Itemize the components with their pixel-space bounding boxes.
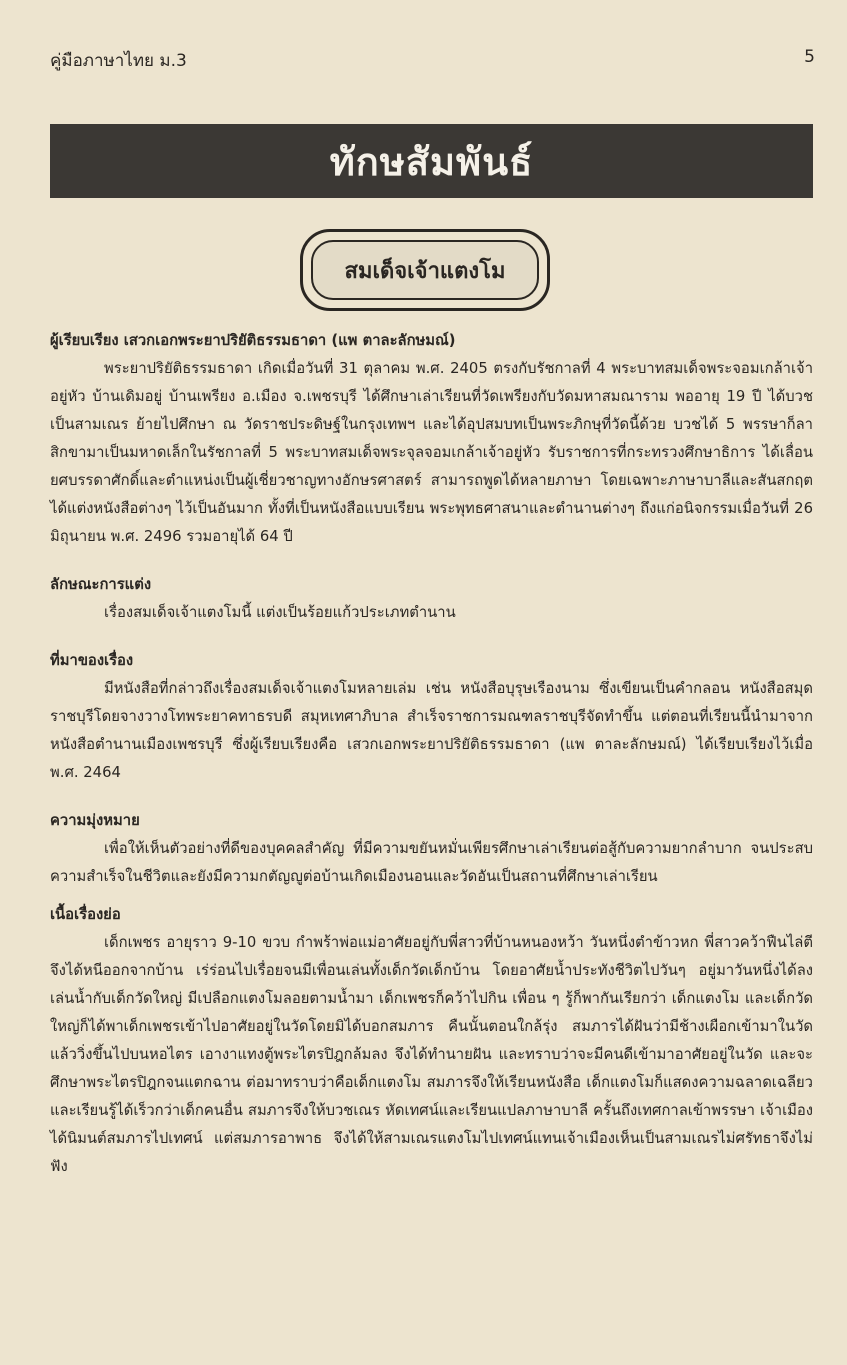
story-title-inner-box	[311, 240, 539, 300]
page-number: 5	[804, 47, 815, 67]
running-head: คู่มือภาษาไทย ม.3	[50, 51, 187, 71]
section-heading-style: ลักษณะการแต่ง	[50, 576, 152, 593]
section-body-style: เรื่องสมเด็จเจ้าแตงโมนี้ แต่งเป็นร้อยแก้วประเภทตำนาน	[104, 604, 456, 621]
section-body-source: มีหนังสือที่กล่าวถึงเรื่องสมเด็จเจ้าแตงโมหลายเล่ม เช่น หนังสือบุรุษเรืองนาม ซึ่งเขียนเป็นคำกลอน หนังสือสมุดราชบุรีโดยจางวางโทพระยาคทาธรบดี สมุหเทศาภิบาล สำเร็จราชการมณฑลราชบุรีจัดทำขึ้น แต่ตอนที่เรียนนี้นำมาจากหนังสือตำนานเมืองเพชรบุรี ซึ่งผู้เรียบเรียงคือ เสวกเอกพระยาปริยัติธรรมธาดา (แพ ตาละลักษมณ์) ได้เรียบเรียงไว้เมื่อ พ.ศ. 2464	[50, 680, 813, 781]
chapter-banner	[50, 124, 813, 198]
story-title: สมเด็จเจ้าแตงโม	[344, 258, 506, 284]
section-heading-summary: เนื้อเรื่องย่อ	[50, 906, 121, 923]
section-heading-purpose: ความมุ่งหมาย	[50, 812, 140, 829]
author-bio: พระยาปริยัติธรรมธาดา เกิดเมื่อวันที่ 31 ตุลาคม พ.ศ. 2405 ตรงกับรัชกาลที่ 4 พระบาทสมเด็จพระจอมเกล้าเจ้าอยู่หัว บ้านเดิมอยู่ บ้านเพรียง อ.เมือง จ.เพชรบุรี ได้ศึกษาเล่าเรียนที่วัดเพรียงกับวัดมหาสมณาราม พออายุ 19 ปี ได้บวชเป็นสามเณร ย้ายไปศึกษา ณ วัดราชประดิษฐ์ในกรุงเทพฯ และได้อุปสมบทเป็นพระภิกษุที่วัดนี้ด้วย บวชได้ 5 พรรษาก็ลาสิกขามาเป็นมหาดเล็กในรัชกาลที่ 5 พระบาทสมเด็จพระจุลจอมเกล้าเจ้าอยู่หัว รับราชการที่กระทรวงศึกษาธิการ ได้เลื่อนยศบรรดาศักดิ์และตำแหน่งเป็นผู้เชี่ยวชาญทางอักษรศาสตร์ สามารถพูดได้หลายภาษา โดยเฉพาะภาษาบาลีและสันสกฤต ได้แต่งหนังสือต่างๆ ไว้เป็นอันมาก ทั้งที่เป็นหนังสือแบบเรียน พระพุทธศาสนาและตำนานต่างๆ ถึงแก่อนิจกรรมเมื่อวันที่ 26 มิถุนายน พ.ศ. 2496 รวมอายุได้ 64 ปี	[50, 360, 813, 545]
author-line: ผู้เรียบเรียง เสวกเอกพระยาปริยัติธรรมธาดา (แพ ตาละลักษมณ์)	[50, 332, 456, 349]
section-body-purpose: เพื่อให้เห็นตัวอย่างที่ดีของบุคคลสำคัญ ที่มีความขยันหมั่นเพียรศึกษาเล่าเรียนต่อสู้กับความยากลำบาก จนประสบความสำเร็จในชีวิตและยังมีความกตัญญูต่อบ้านเกิดเมืองนอนและวัดอันเป็นสถานที่ศึกษาเล่าเรียน	[50, 840, 813, 885]
section-body-summary: เด็กเพชร อายุราว 9-10 ขวบ กำพร้าพ่อแม่อาศัยอยู่กับพี่สาวที่บ้านหนองหว้า วันหนึ่งตำข้าวหก พี่สาวคว้าฟืนไล่ตีจึงได้หนีออกจากบ้าน เร่ร่อนไปเรื่อยจนมีเพื่อนเล่นทั้งเด็กวัดเด็กบ้าน โดยอาศัยน้ำประทังชีวิตไปวันๆ อยู่มาวันหนึ่งได้ลงเล่นน้ำกับเด็กวัดใหญ่ มีเปลือกแตงโมลอยตามน้ำมา เด็กเพชรก็คว้าไปกิน เพื่อน ๆ รู้ก็พากันเรียกว่า เด็กแตงโม และเด็กวัดใหญ่ก็ได้พาเด็กเพชรเข้าไปอาศัยอยู่ในวัดโดยมิได้บอกสมภาร คืนนั้นตอนใกล้รุ่ง สมภารได้ฝันว่ามีช้างเผือกเข้ามาในวัดแล้ววิ่งขึ้นไปบนหอไตร เอางาแทงตู้พระไตรปิฎกล้มลง จึงได้ทำนายฝัน และทราบว่าจะมีคนดีเข้ามาอาศัยอยู่ในวัด และจะศึกษาพระไตรปิฎกจนแตกฉาน ต่อมาทราบว่าคือเด็กแตงโม สมภารจึงให้เรียนหนังสือ เด็กแตงโมก็แสดงความฉลาดเฉลียว และเรียนรู้ได้เร็วกว่าเด็กคนอื่น สมภารจึงให้บวชเณร หัดเทศน์และเรียนแปลภาษาบาลี ครั้นถึงเทศกาลเข้าพรรษา เจ้าเมืองได้นิมนต์สมภารไปเทศน์ แต่สมภารอาพาธ จึงได้ให้สามเณรแตงโมไปเทศน์แทนเจ้าเมืองเห็นเป็นสามเณรไม่ศรัทธาจึงไม่ฟัง	[50, 934, 813, 1175]
section-heading-source: ที่มาของเรื่อง	[50, 652, 134, 669]
story-title-box	[300, 229, 550, 311]
chapter-title: ทักษสัมพันธ์	[329, 139, 534, 184]
content	[50, 327, 813, 1181]
